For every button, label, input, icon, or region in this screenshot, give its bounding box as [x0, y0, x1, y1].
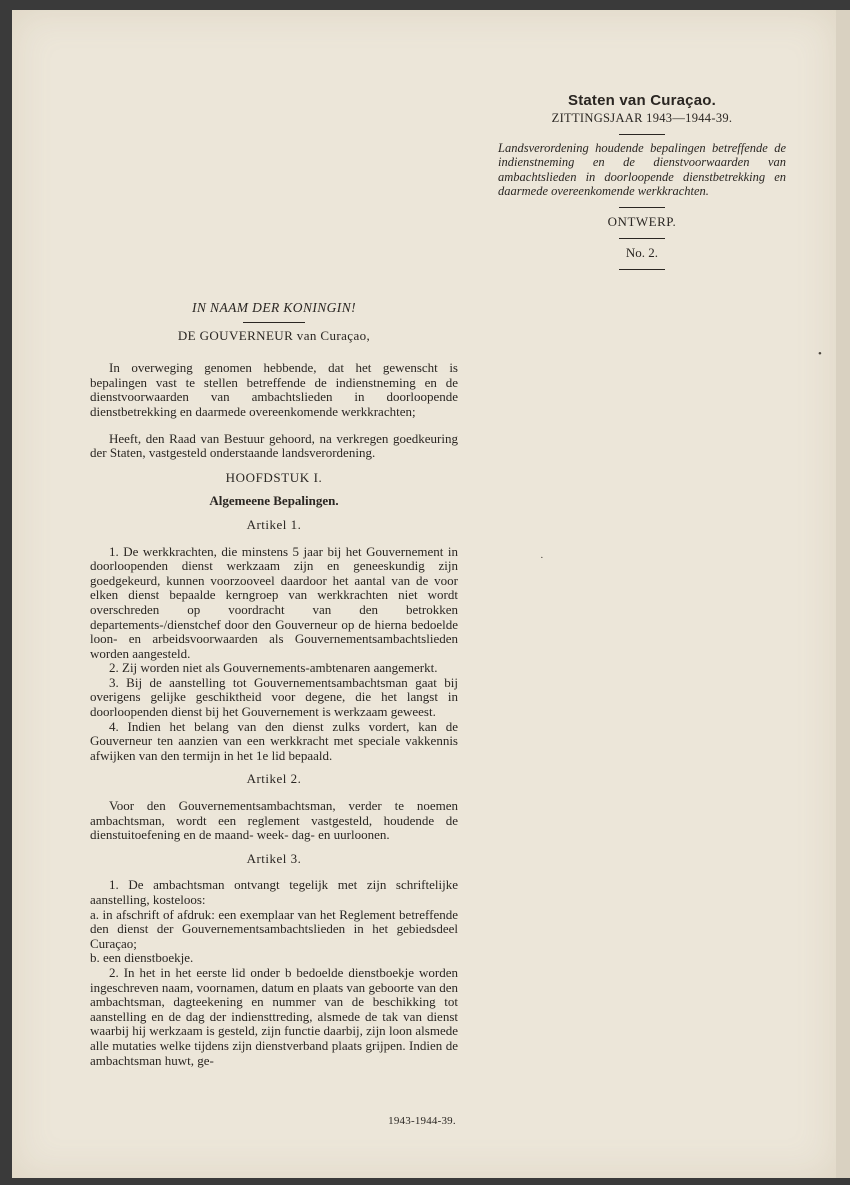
document-body [90, 301, 458, 1068]
opening-divider [243, 322, 305, 323]
article-paragraph: Voor den Gouvernementsambachtsman, verder te noemen ambachtsman, wordt een reglement vastgesteld, houdende de dienstuitoefening en de maand- week- dag- en uurloonen. [90, 798, 458, 843]
article-heading: Artikel 2. [246, 771, 302, 787]
header-title: Staten van Curaçao. [567, 92, 716, 109]
margin-mark: • [818, 348, 822, 360]
considering-paragraph: In overweging genomen hebbende, dat het gewenscht is bepalingen vast te stellen betreffende de indienstneming en de dienstvoorwaarden van ambachtslieden in doorloopende dienstbetrekking en daarmede overeenkomende werkkrachten; [90, 360, 458, 419]
article-paragraph: 4. Indien het belang van den dienst zulks vordert, kan de Gouverneur ten aanzien van een werkkracht met speciale vakkennis afwijken van den termijn in het 1e lid bepaald. [90, 718, 458, 763]
article-heading: Artikel 1. [246, 516, 302, 532]
article-paragraph: 2. In het in het eerste lid onder b bedoelde dienstboekje worden ingeschreven naam, voornamen, datum en plaats van geboorte van den ambachtsman, dagteekening en nummer van de beschikking tot aanstelling en de dag der indiensttreding, alsmede de tak van dienst waarbij hij werkzaam is gesteld, zijn functie daarbij, zijn loon alsmede alle mutaties welke tijdens zijn dienstverband plaats grijpen. Indien de ambachtsman huwt, ge- [90, 964, 458, 1068]
governor-line: DE GOUVERNEUR van Curaçao, [177, 327, 371, 343]
article-paragraph: 3. Bij de aanstelling tot Gouvernementsambachtsman gaat bij overigens gelijke geschiktheid voor degene, die het langst in doorloopenden dienst bij het Gouvernement is werkzaam geweest. [90, 674, 458, 720]
article-heading: Artikel 3. [246, 850, 302, 866]
page-edge [836, 10, 850, 1178]
document-header [498, 92, 786, 276]
page-footer: 1943-1944-39. [388, 1115, 456, 1127]
header-session: ZITTINGSJAAR 1943—1944-39. [551, 111, 733, 125]
header-divider [619, 238, 665, 239]
chapter-heading: HOOFDSTUK I. [225, 469, 323, 485]
article-paragraph: 2. Zij worden niet als Gouvernements-ambtenaren aangemerkt. [109, 660, 438, 676]
chapter-title: Algemeene Bepalingen. [209, 493, 339, 509]
article-paragraph: 1. De werkkrachten, die minstens 5 jaar bij het Gouvernement in doorloopenden dienst werkzaam zijn en geneeskundig zijn goedgekeurd, kunnen voorzooveel daardoor het aantal van de voor elken dienst bepaalde kerngroep van werkkrachten niet wordt overschreden op voordracht van den betrokken departements-/dienstchef door den Gouverneur op de hierna bedoelde loon- en arbeidsvoorwaarden als Gouvernementsambachtslieden worden aangesteld. [90, 543, 458, 661]
article-paragraph: 1. De ambachtsman ontvangt tegelijk met zijn schriftelijke aanstelling, kosteloos: [90, 877, 458, 907]
opening-formula: IN NAAM DER KONINGIN! [191, 300, 356, 315]
decree-paragraph: Heeft, den Raad van Bestuur gehoord, na verkregen goedkeuring der Staten, vastgesteld onderstaande landsverordening. [90, 430, 458, 461]
header-subject: Landsverordening houdende bepalingen betreffende de indienstneming en de dienstvoorwaarden van ambachtslieden in doorloopende dienstbetrekking en daarmede overeenkomende werkkrachten. [498, 141, 786, 199]
margin-mark: · [540, 552, 544, 564]
article-list-item: b. een dienstboekje. [90, 950, 194, 966]
header-divider [619, 134, 665, 135]
header-divider [619, 269, 665, 270]
article-list-item: a. in afschrift of afdruk: een exemplaar van het Reglement betreffende den dienst der Gouvernementsambachtslieden in het gebiedsdeel Curaçao; [90, 906, 458, 951]
header-draft: ONTWERP. [607, 213, 677, 229]
header-number: No. 2. [625, 244, 659, 260]
header-divider [619, 207, 665, 208]
